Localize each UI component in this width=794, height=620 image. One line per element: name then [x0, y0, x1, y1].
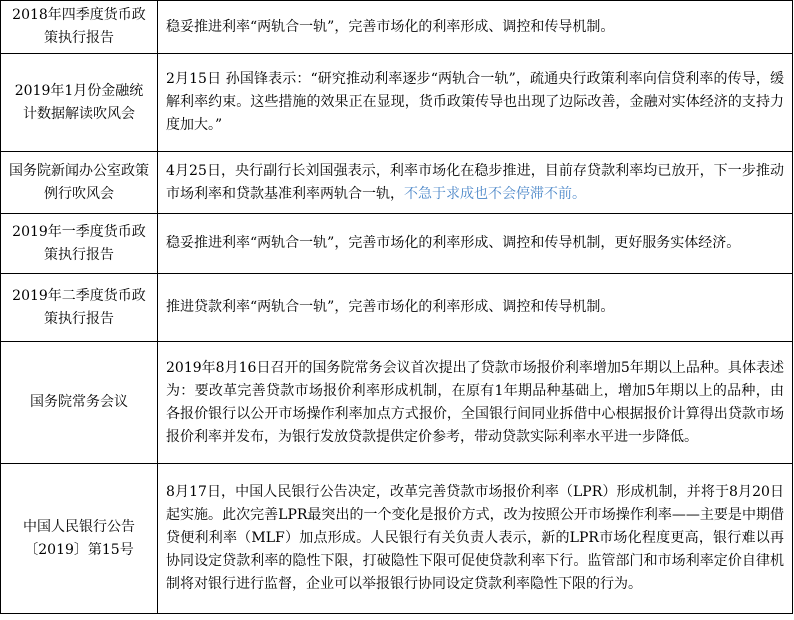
content-cell [158, 152, 793, 214]
table-row [1, 464, 793, 614]
table-row [1, 274, 793, 342]
source-cell: 国务院常务会议 [1, 342, 158, 464]
content-cell: 推进贷款利率“两轨合一轨”，完善市场化的利率形成、调控和传导机制。 [158, 274, 793, 342]
table-row [1, 214, 793, 274]
source-cell: 2019年二季度货币政策执行报告 [1, 274, 158, 342]
content-cell: 稳妥推进利率“两轨合一轨”，完善市场化的利率形成、调控和传导机制，更好服务实体经济。 [158, 214, 793, 274]
content-cell: 2019年8月16日召开的国务院常务会议首次提出了贷款市场报价利率增加5年期以上品种。具体表述为：要改革完善贷款市场报价利率形成机制，在原有1年期品种基础上，增加5年期以上的品种，由各报价银行以公开市场操作利率加点方式报价，全国银行间同业拆借中心根据报价计算得出贷款市场报价利率并发布，为银行发放贷款提供定价参考，带动贷款实际利率水平进一步降低。 [158, 342, 793, 464]
content-cell: 2月15日 孙国锋表示：“研究推动利率逐步“两轨合一轨”，疏通央行政策利率向信贷利率的传导，缓解利率约束。这些措施的效果正在显现，货币政策传导也出现了边际改善，金融对实体经济的支持力度加大。” [158, 54, 793, 152]
source-cell: 2018年四季度货币政策执行报告 [1, 1, 158, 54]
table-row [1, 1, 793, 54]
source-cell: 2019年一季度货币政策执行报告 [1, 214, 158, 274]
source-cell: 2019年1月份金融统计数据解读吹风会 [1, 54, 158, 152]
table-row [1, 152, 793, 214]
content-text: 4月25日，央行副行长刘国强表示，利率市场化在稳步推进，目前存贷款利率均已放开，下一步推动市场利率和贷款基准利率两轨合一轨， [166, 162, 784, 202]
source-cell: 中国人民银行公告〔2019〕第15号 [1, 464, 158, 614]
table-row [1, 54, 793, 152]
content-cell: 稳妥推进利率“两轨合一轨”，完善市场化的利率形成、调控和传导机制。 [158, 1, 793, 54]
source-cell: 国务院新闻办公室政策例行吹风会 [1, 152, 158, 214]
highlighted-text: 不急于求成也不会停滞不前。 [404, 185, 586, 202]
table-row [1, 342, 793, 464]
content-cell: 8月17日，中国人民银行公告决定，改革完善贷款市场报价利率（LPR）形成机制，并将于8月20日起实施。此次完善LPR最突出的一个变化是报价方式，改为按照公开市场操作利率——主要是中期借贷便利利率（MLF）加点形成。人民银行有关负责人表示，新的LPR市场化程度更高，银行难以再协同设定贷款利率的隐性下限，打破隐性下限可促使贷款利率下行。监管部门和市场利率定价自律机制将对银行进行监督，企业可以举报银行协同设定贷款利率隐性下限的行为。 [158, 464, 793, 614]
